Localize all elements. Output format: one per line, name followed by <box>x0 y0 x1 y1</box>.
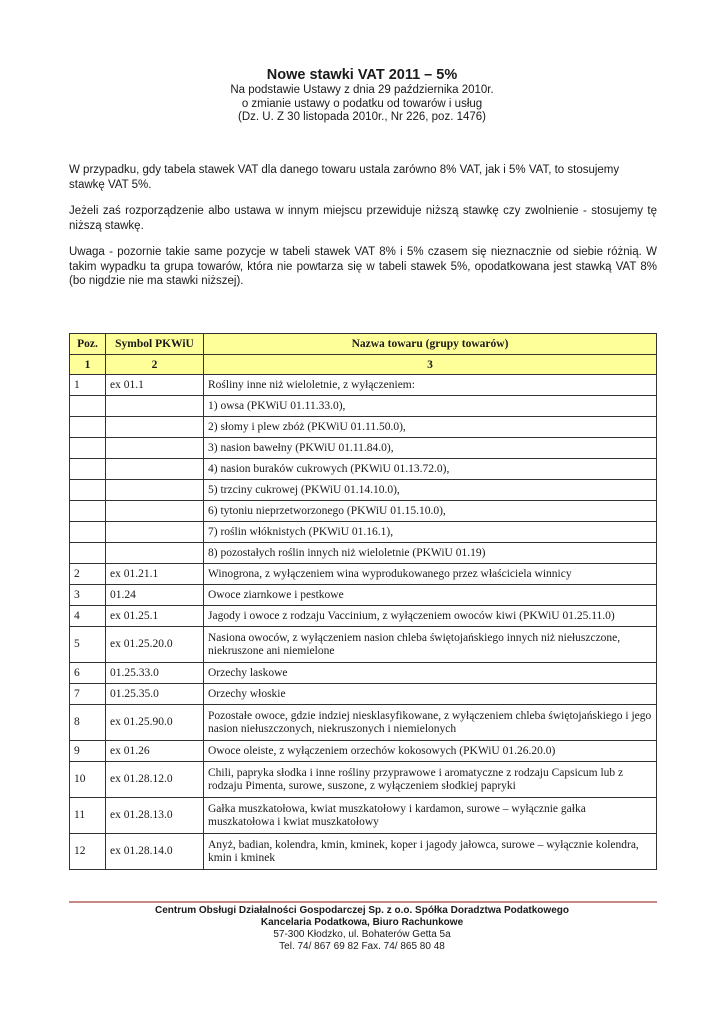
cell-name: Owoce ziarnkowe i pestkowe <box>204 585 657 606</box>
cell-symbol <box>106 480 204 501</box>
column-number-2: 2 <box>106 355 204 375</box>
header-poz: Poz. <box>70 334 106 355</box>
table-row <box>70 396 657 417</box>
cell-symbol <box>106 501 204 522</box>
column-number-1: 1 <box>70 355 106 375</box>
document-header <box>0 66 724 125</box>
table-row <box>70 501 657 522</box>
cell-poz: 7 <box>70 684 106 705</box>
cell-poz <box>70 417 106 438</box>
footer-phone: Tel. 74/ 867 69 82 Fax. 74/ 865 80 48 <box>279 941 445 952</box>
cell-poz <box>70 522 106 543</box>
table-row <box>70 762 657 798</box>
legal-basis-line-2: o zmianie ustawy o podatku od towarów i usług <box>241 97 483 110</box>
paragraph-lower-rate: Jeżeli zaś rozporządzenie albo ustawa w innym miejscu przewiduje niższą stawkę czy zwolnienie - stosujemy tę niższą stawkę. <box>69 205 657 232</box>
cell-poz <box>70 480 106 501</box>
cell-symbol: 01.24 <box>106 585 204 606</box>
table-row <box>70 522 657 543</box>
cell-poz <box>70 438 106 459</box>
legal-basis-line-1: Na podstawie Ustawy z dnia 29 października 2010r. <box>230 84 494 96</box>
cell-name: Pozostałe owoce, gdzie indziej niesklasyfikowane, z wyłączeniem chleba świętojańskiego i jego nasion niełuszczonych, niekruszonych i niemielonych <box>204 705 657 741</box>
paragraph-rule-5-percent: W przypadku, gdy tabela stawek VAT dla danego towaru ustala zarówno 8% VAT, jak i 5% VAT, to stosujemy stawkę VAT 5%. <box>69 164 620 191</box>
cell-symbol: 01.25.35.0 <box>106 684 204 705</box>
table-row <box>70 684 657 705</box>
cell-name: Gałka muszkatołowa, kwiat muszkatołowy i kardamon, surowe – wyłącznie gałka muszkatołowa i kwiat muszkatołowy <box>204 798 657 834</box>
cell-symbol: ex 01.25.90.0 <box>106 705 204 741</box>
footer-divider <box>69 901 657 903</box>
table-row <box>70 564 657 585</box>
cell-symbol: ex 01.28.12.0 <box>106 762 204 798</box>
cell-poz <box>70 501 106 522</box>
cell-name: Winogrona, z wyłączeniem wina wyprodukowanego przez właściciela winnicy <box>204 564 657 585</box>
cell-symbol <box>106 417 204 438</box>
cell-name: Anyż, badian, kolendra, kmin, kminek, koper i jagody jałowca, surowe – wyłącznie kolendra, kmin i kminek <box>204 834 657 870</box>
cell-name: Jagody i owoce z rodzaju Vaccinium, z wyłączeniem owoców kiwi (PKWiU 01.25.11.0) <box>204 606 657 627</box>
document-title: Nowe stawki VAT 2011 – 5% <box>266 67 458 83</box>
cell-poz <box>70 396 106 417</box>
table-row <box>70 585 657 606</box>
cell-poz: 11 <box>70 798 106 834</box>
cell-symbol: 01.25.33.0 <box>106 663 204 684</box>
cell-symbol: ex 01.1 <box>106 375 204 396</box>
legal-basis-line-3: (Dz. U. Z 30 listopada 2010r., Nr 226, poz. 1476) <box>237 111 487 123</box>
cell-poz: 9 <box>70 741 106 762</box>
cell-name: Orzechy laskowe <box>204 663 657 684</box>
table-row <box>70 627 657 663</box>
cell-name: 6) tytoniu nieprzetworzonego (PKWiU 01.15.10.0), <box>204 501 657 522</box>
cell-poz: 2 <box>70 564 106 585</box>
cell-poz: 1 <box>70 375 106 396</box>
header-symbol: Symbol PKWiU <box>106 334 204 355</box>
cell-poz: 8 <box>70 705 106 741</box>
table-row <box>70 834 657 870</box>
cell-name: 3) nasion bawełny (PKWiU 01.11.84.0), <box>204 438 657 459</box>
cell-poz: 3 <box>70 585 106 606</box>
table-row <box>70 459 657 480</box>
cell-poz: 10 <box>70 762 106 798</box>
cell-symbol <box>106 459 204 480</box>
column-number-3: 3 <box>204 355 657 375</box>
cell-name: Orzechy włoskie <box>204 684 657 705</box>
cell-symbol <box>106 522 204 543</box>
cell-poz: 4 <box>70 606 106 627</box>
cell-symbol: ex 01.28.13.0 <box>106 798 204 834</box>
cell-symbol <box>106 543 204 564</box>
table-row <box>70 375 657 396</box>
table-row <box>70 663 657 684</box>
table-row <box>70 438 657 459</box>
cell-symbol <box>106 438 204 459</box>
cell-name: 8) pozostałych roślin innych niż wieloletnie (PKWiU 01.19) <box>204 543 657 564</box>
cell-name: 2) słomy i plew zbóż (PKWiU 01.11.50.0), <box>204 417 657 438</box>
footer-address: 57-300 Kłodzko, ul. Bohaterów Getta 5a <box>273 929 451 940</box>
document-footer <box>0 905 724 953</box>
cell-poz <box>70 459 106 480</box>
cell-symbol: ex 01.28.14.0 <box>106 834 204 870</box>
cell-symbol: ex 01.21.1 <box>106 564 204 585</box>
table-row <box>70 741 657 762</box>
table-column-number-row <box>70 355 657 375</box>
cell-name: Nasiona owoców, z wyłączeniem nasion chleba świętojańskiego innych niż niełuszczone, niekruszone ani niemielone <box>204 627 657 663</box>
vat-rates-table <box>69 333 657 870</box>
header-name: Nazwa towaru (grupy towarów) <box>204 334 657 355</box>
cell-symbol <box>106 396 204 417</box>
footer-company: Centrum Obsługi Działalności Gospodarczej Sp. z o.o. Spółka Doradztwa Podatkowego <box>155 905 569 916</box>
cell-poz: 6 <box>70 663 106 684</box>
table-row <box>70 798 657 834</box>
cell-symbol: ex 01.25.20.0 <box>106 627 204 663</box>
table-row <box>70 480 657 501</box>
intro-paragraphs <box>69 163 657 301</box>
cell-poz: 12 <box>70 834 106 870</box>
table-row <box>70 417 657 438</box>
cell-name: 5) trzciny cukrowej (PKWiU 01.14.10.0), <box>204 480 657 501</box>
cell-name: 4) nasion buraków cukrowych (PKWiU 01.13.72.0), <box>204 459 657 480</box>
table-row <box>70 543 657 564</box>
cell-name: Chili, papryka słodka i inne rośliny przyprawowe i aromatyczne z rodzaju Capsicum lub z rodzaju Pimenta, surowe, suszone, z wyłączeniem słodkiej papryki <box>204 762 657 798</box>
paragraph-warning: Uwaga - pozornie takie same pozycje w tabeli stawek VAT 8% i 5% czasem się nieznacznie od siebie różnią. W takim wypadku ta grupa towarów, która nie powtarza się w tabeli stawek 5%, opodatkowana jest stawką VAT 8% (bo nigdzie nie ma stawki niższej). <box>69 246 657 287</box>
cell-symbol: ex 01.26 <box>106 741 204 762</box>
cell-name: 7) roślin włóknistych (PKWiU 01.16.1), <box>204 522 657 543</box>
cell-name: Owoce oleiste, z wyłączeniem orzechów kokosowych (PKWiU 01.26.20.0) <box>204 741 657 762</box>
table-row <box>70 705 657 741</box>
table-header-row <box>70 334 657 355</box>
cell-name: 1) owsa (PKWiU 01.11.33.0), <box>204 396 657 417</box>
cell-name: Rośliny inne niż wieloletnie, z wyłączeniem: <box>204 375 657 396</box>
cell-poz <box>70 543 106 564</box>
cell-poz: 5 <box>70 627 106 663</box>
footer-office: Kancelaria Podatkowa, Biuro Rachunkowe <box>260 917 464 928</box>
table-row <box>70 606 657 627</box>
cell-symbol: ex 01.25.1 <box>106 606 204 627</box>
